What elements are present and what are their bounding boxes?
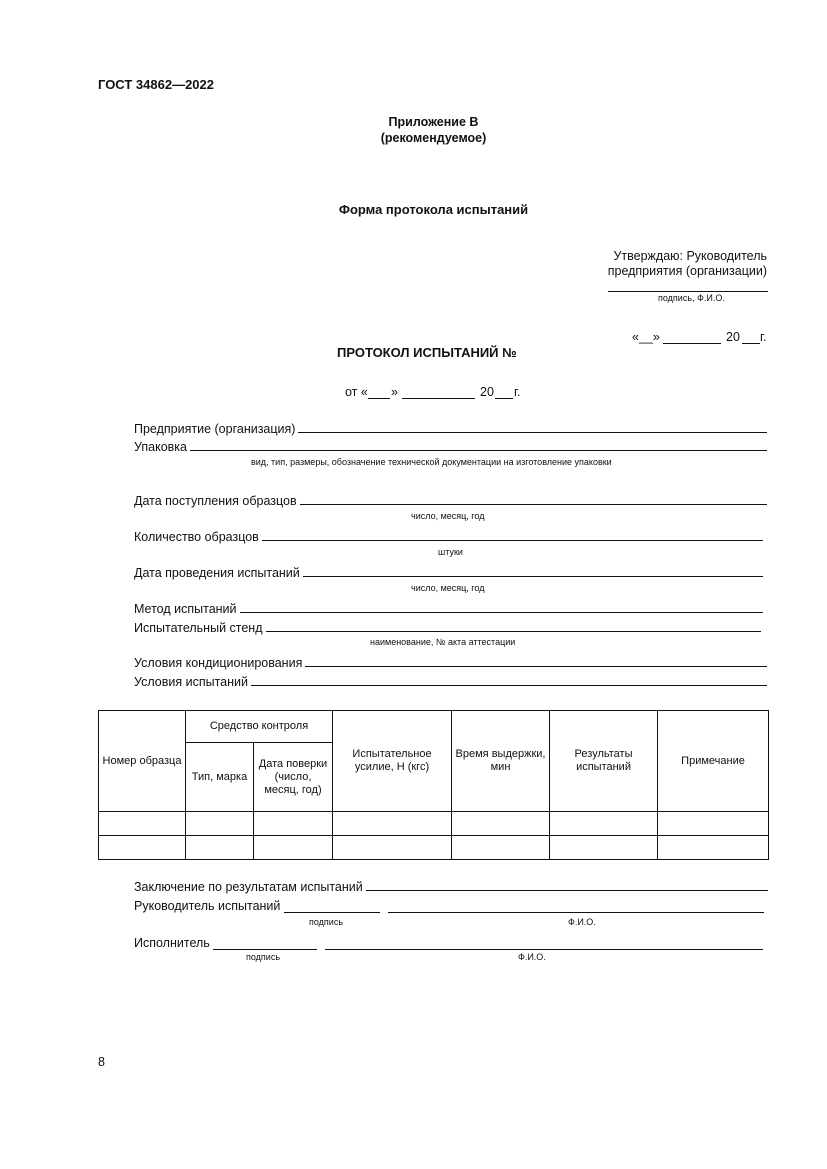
field-method-line[interactable] [240, 612, 763, 613]
field-quantity [134, 530, 763, 544]
field-test-date-label: Дата проведения испытаний [134, 566, 300, 580]
executor-signature-line[interactable] [213, 949, 317, 950]
table-cell[interactable] [186, 812, 254, 836]
approval-signature-line [608, 291, 768, 292]
head-name-caption: Ф.И.О. [568, 917, 596, 927]
field-packaging [134, 440, 767, 454]
appendix-title: Приложение В [388, 115, 479, 129]
protocol-date-prefix: от « [345, 385, 368, 399]
page-number: 8 [98, 1055, 105, 1069]
head-label: Руководитель испытаний [134, 899, 281, 913]
standard-designation: ГОСТ 34862—2022 [98, 77, 214, 92]
table-cell[interactable] [333, 836, 452, 860]
field-test-date-line[interactable] [303, 576, 763, 577]
table-cell[interactable] [658, 836, 769, 860]
field-packaging-line[interactable] [190, 450, 767, 451]
receipt-date-caption: число, месяц, год [411, 511, 485, 521]
col-hold-time: Время выдержки, мин [452, 711, 550, 812]
protocol-date-day-line [368, 398, 390, 399]
approval-line-1: Утверждаю: Руководитель [613, 249, 767, 263]
col-note: Примечание [658, 711, 769, 812]
col-verification-date: Дата поверки (число, месяц, год) [254, 743, 333, 812]
col-sample-no: Номер образца [99, 711, 186, 812]
col-results: Результаты испытаний [550, 711, 658, 812]
protocol-table [98, 710, 769, 860]
approval-date-month-line [663, 343, 721, 344]
field-conditioning-line[interactable] [305, 666, 767, 667]
head-signature-line[interactable] [284, 912, 380, 913]
field-packaging-label: Упаковка [134, 440, 187, 454]
protocol-date-year-line [495, 398, 513, 399]
executor-name-line[interactable] [325, 949, 763, 950]
packaging-caption: вид, тип, размеры, обозначение технической документации на изготовление упаковки [251, 457, 612, 467]
table-cell[interactable] [99, 812, 186, 836]
table-cell[interactable] [254, 836, 333, 860]
table-cell[interactable] [658, 812, 769, 836]
protocol-date-year: 20 [480, 385, 494, 399]
table-cell[interactable] [452, 812, 550, 836]
field-enterprise-label: Предприятие (организация) [134, 422, 296, 436]
form-title: Форма протокола испытаний [338, 202, 529, 217]
field-method [134, 602, 763, 616]
col-type-brand: Тип, марка [186, 743, 254, 812]
approval-date-day: «__» [632, 330, 660, 344]
table-cell[interactable] [254, 812, 333, 836]
field-stand [134, 621, 761, 635]
head-signature-caption: подпись [309, 917, 344, 927]
field-enterprise-line[interactable] [298, 432, 767, 433]
test-date-caption: число, месяц, год [411, 583, 485, 593]
field-test-conditions [134, 675, 767, 689]
field-test-conditions-label: Условия испытаний [134, 675, 248, 689]
approval-date-year: 20 [726, 330, 740, 344]
field-receipt-date-label: Дата поступления образцов [134, 494, 297, 508]
field-stand-line[interactable] [266, 631, 761, 632]
head-name-line[interactable] [388, 912, 764, 913]
quantity-caption: штуки [438, 547, 463, 557]
approval-date-suffix: г. [760, 330, 767, 344]
table-row [99, 836, 769, 860]
field-enterprise [134, 422, 767, 436]
field-stand-label: Испытательный стенд [134, 621, 263, 635]
field-test-date [134, 566, 763, 580]
table-cell[interactable] [99, 836, 186, 860]
protocol-date-suffix: г. [514, 385, 521, 399]
field-conditioning [134, 656, 767, 670]
field-test-conditions-line[interactable] [251, 685, 767, 686]
field-conclusion [134, 880, 768, 894]
protocol-date-month-line [402, 398, 475, 399]
approval-date-year-line [742, 343, 760, 344]
stand-caption: наименование, № акта аттестации [370, 637, 516, 647]
field-conclusion-label: Заключение по результатам испытаний [134, 880, 363, 894]
field-receipt-date-line[interactable] [300, 504, 767, 505]
table-header-row-1 [99, 711, 769, 743]
executor-label: Исполнитель [134, 936, 210, 950]
table-cell[interactable] [550, 812, 658, 836]
protocol-title: ПРОТОКОЛ ИСПЫТАНИЙ № [337, 345, 517, 360]
field-method-label: Метод испытаний [134, 602, 237, 616]
field-quantity-label: Количество образцов [134, 530, 259, 544]
table-cell[interactable] [333, 812, 452, 836]
executor-name-caption: Ф.И.О. [518, 952, 546, 962]
col-test-force: Испытательное усилие, Н (кгс) [333, 711, 452, 812]
executor-signature-caption: подпись [246, 952, 281, 962]
table-row [99, 812, 769, 836]
approval-signature-caption: подпись, Ф.И.О. [658, 293, 725, 303]
col-control-means: Средство контроля [186, 711, 333, 743]
table-cell[interactable] [452, 836, 550, 860]
field-receipt-date [134, 494, 767, 508]
field-conclusion-line[interactable] [366, 890, 768, 891]
field-conditioning-label: Условия кондиционирования [134, 656, 303, 670]
table-cell[interactable] [550, 836, 658, 860]
field-quantity-line[interactable] [262, 540, 763, 541]
protocol-date-mid: » [391, 385, 398, 399]
appendix-subtitle: (рекомендуемое) [380, 131, 487, 145]
approval-line-2: предприятия (организации) [607, 264, 767, 278]
table-cell[interactable] [186, 836, 254, 860]
